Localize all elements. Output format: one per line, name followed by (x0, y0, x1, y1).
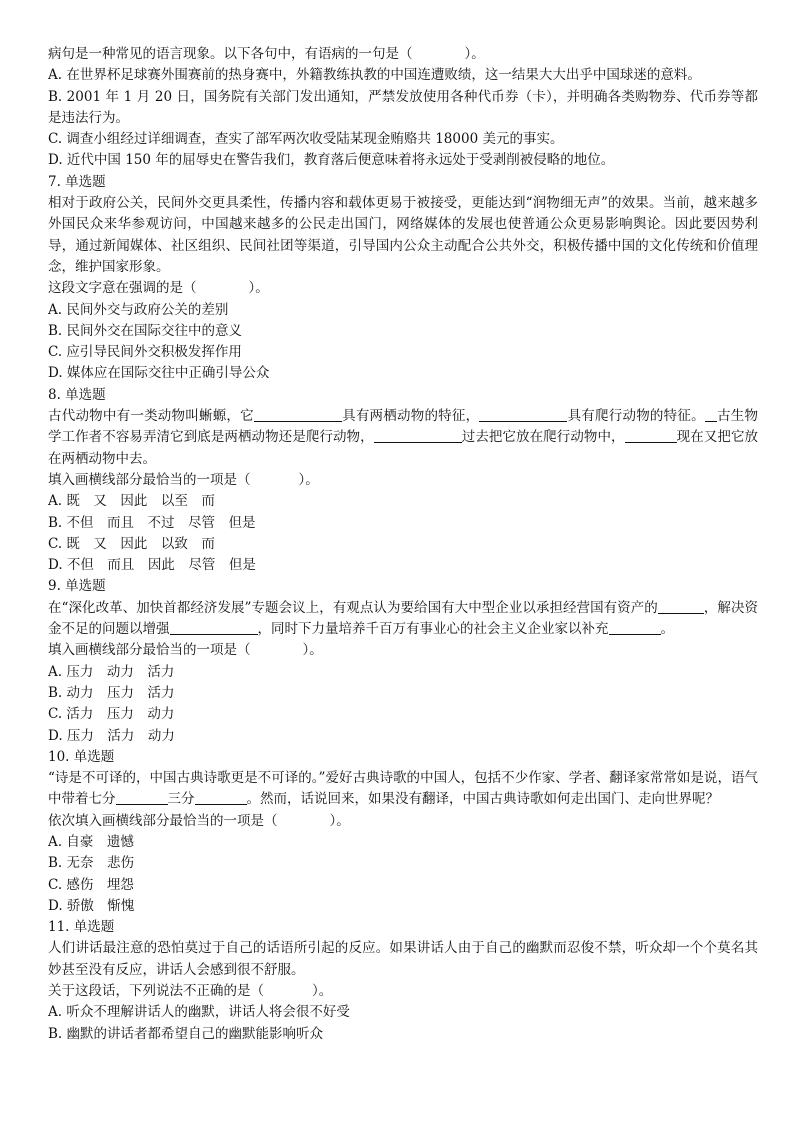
q9-text-1: 在“深化改革、加快首都经济发展”专题会议上，有观点认为要给国有大中型企业以承担经营国有资产的 (48, 599, 658, 616)
q11-passage: 人们讲话最注意的恐怕莫过于自己的话语所引起的反应。如果讲话人由于自己的幽默而忍俊不禁，听众却一个个莫名其妙甚至没有反应，讲话人会感到很不舒服。 (48, 940, 758, 978)
q10-option-c[interactable]: C. 感伤 埋怨 (48, 876, 134, 893)
q6-stem-text: 病句是一种常见的语言现象。以下各句中，有语病的一句是（ (48, 46, 413, 62)
q7-passage: 相对于政府公关，民间外交更具柔性，传播内容和载体更易于被接受，更能达到“润物细无声”的效果。当前，越来越多外国民众来华参观访问，中国越来越多的公民走出国门，网络媒体的发展也使普通公众更易影响舆论。因此要因势利导，通过新闻媒体、社区组织、民间社团等渠道，引导国内公众主动配合公共外交，积极传播中国的文化传统和价值理念，维护国家形象。 (48, 195, 758, 275)
q6-stem-end: ）。 (464, 46, 485, 62)
q11-header: 11. 单选题 (48, 919, 115, 936)
q8-blank-4 (374, 428, 462, 443)
q9-option-a[interactable]: A. 压力 动力 活力 (48, 663, 175, 680)
q8-option-a[interactable]: A. 既 又 因此 以至 而 (48, 493, 215, 510)
q10-option-a[interactable]: A. 自豪 遗憾 (48, 833, 134, 850)
q8-option-d[interactable]: D. 不但 而且 因此 尽管 但是 (48, 557, 256, 574)
q8-text-4: 古生物学工作者不容易弄清它到底是两栖动物还是爬行动物， (48, 408, 759, 446)
q8-stem (48, 470, 758, 491)
q10-text-1: “诗是不可译的，中国古典诗歌更是不可译的。”爱好古典诗歌的中国人，包括不少作家、学者、翻译家常常如是说，语气中带着七分 (48, 770, 758, 808)
q7-header: 7. 单选题 (48, 173, 106, 190)
q7-option-b[interactable]: B. 民间外交在国际交往中的意义 (48, 322, 243, 339)
q6-option-c[interactable]: C. 调查小组经过详细调查，查实了部军两次收受陆某现金贿赂共 18000 美元的事实。 (48, 131, 564, 148)
q10-header: 10. 单选题 (48, 748, 115, 765)
q6-option-b[interactable]: B. 2001 年 1 月 20 日，国务院有关部门发出通知，严禁发放使用各种代币券（卡），并明确各类购物券、代币券等都是违法行为。 (48, 88, 758, 126)
q9-blank-3 (609, 620, 661, 635)
q8-blank-3 (705, 407, 717, 422)
q9-blank-2 (170, 620, 258, 635)
q10-passage (48, 768, 758, 811)
q6-option-d[interactable]: D. 近代中国 150 年的屈辱史在警告我们，教育落后便意味着将永远处于受剥削被侵略的地位。 (48, 152, 615, 169)
q10-text-3: 。然而，话说回来，如果没有翻译，中国古典诗歌如何走出国门、走向世界呢？ (246, 791, 719, 808)
q8-passage (48, 406, 758, 470)
q9-text-4: 。 (660, 621, 674, 638)
q11-stem-text: 关于这段话，下列说法不正确的是（ (48, 983, 264, 1000)
q7-stem-end: ）。 (248, 280, 269, 297)
q8-stem-end: ）。 (298, 471, 319, 488)
q9-option-d[interactable]: D. 压力 活力 动力 (48, 727, 175, 744)
q8-text-5: 过去把它放在爬行动物中， (461, 429, 625, 446)
q10-stem-end: ）。 (329, 812, 350, 829)
q6-option-a[interactable]: A. 在世界杯足球赛外围赛前的热身赛中，外籍教练执教的中国连遭败绩，这一结果大大出乎中国球迷的意料。 (48, 67, 701, 84)
q10-option-d[interactable]: D. 骄傲 惭愧 (48, 897, 135, 914)
q8-text-6: 现在又把它放在两栖动物中去。 (48, 429, 759, 467)
question-page (48, 44, 758, 1045)
q8-text-3: 具有爬行动物的特征。 (567, 408, 705, 425)
q11-stem (48, 981, 758, 1002)
q9-passage (48, 598, 758, 641)
q8-option-c[interactable]: C. 既 又 因此 以致 而 (48, 535, 215, 552)
q7-option-c[interactable]: C. 应引导民间外交积极发挥作用 (48, 344, 242, 361)
q10-blank-2 (195, 790, 247, 805)
q7-option-d[interactable]: D. 媒体应在国际交往中正确引导公众 (48, 365, 270, 382)
q9-option-c[interactable]: C. 活力 压力 动力 (48, 706, 175, 723)
q8-header: 8. 单选题 (48, 386, 106, 403)
q9-header: 9. 单选题 (48, 578, 106, 595)
q9-stem-end: ）。 (302, 642, 323, 659)
q8-blank-5 (625, 428, 677, 443)
q9-blank-1 (658, 599, 704, 614)
q11-stem-end: ）。 (312, 983, 333, 1000)
q7-stem-text: 这段文字意在强调的是（ (48, 280, 197, 297)
q9-text-3: ，同时下力量培养千百万有事业心的社会主义企业家以补充 (257, 621, 609, 638)
q8-blank-2 (479, 407, 567, 422)
q8-blank-1 (254, 407, 342, 422)
q9-stem-text: 填入画横线部分最恰当的一项是（ (48, 642, 251, 659)
q8-option-b[interactable]: B. 不但 而且 不过 尽管 但是 (48, 514, 256, 531)
q11-option-a[interactable]: A. 听众不理解讲话人的幽默，讲话人将会很不好受 (48, 1004, 350, 1021)
q6-stem (48, 44, 758, 65)
q10-text-2: 三分 (167, 791, 195, 808)
q8-text-2: 具有两栖动物的特征， (341, 408, 480, 425)
q10-option-b[interactable]: B. 无奈 悲伤 (48, 855, 135, 872)
q9-text-2: ，解决资金不足的问题以增强 (48, 599, 759, 638)
q10-stem (48, 811, 758, 832)
q7-stem (48, 278, 758, 299)
q8-text-1: 古代动物中有一类动物叫蜥螈，它 (48, 408, 254, 425)
q11-option-b[interactable]: B. 幽默的讲话者都希望自己的幽默能影响听众 (48, 1025, 324, 1042)
q10-stem-text: 依次填入画横线部分最恰当的一项是（ (48, 812, 278, 829)
q8-stem-text: 填入画横线部分最恰当的一项是（ (48, 471, 251, 488)
q9-stem (48, 640, 758, 661)
q7-option-a[interactable]: A. 民间外交与政府公关的差别 (48, 301, 229, 318)
q10-blank-1 (116, 790, 168, 805)
q9-option-b[interactable]: B. 动力 压力 活力 (48, 684, 175, 701)
